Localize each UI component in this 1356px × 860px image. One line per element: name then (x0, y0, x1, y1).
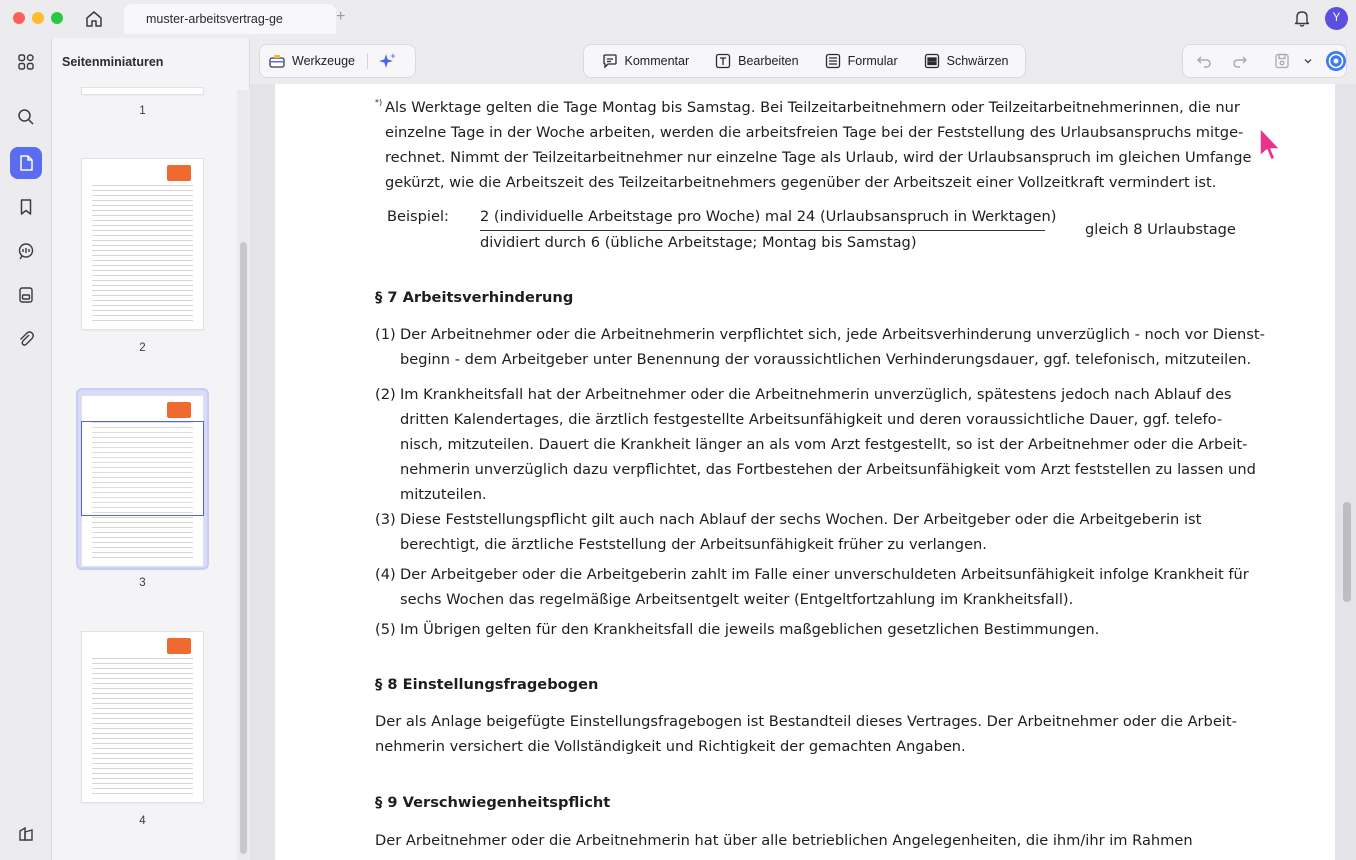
edit-label: Bearbeiten (738, 54, 799, 68)
paragraph-line: Im Krankheitsfall hat der Arbeitnehmer oder die Arbeitnehmerin unverzüglich, spätestens jedoch nach Ablauf des (400, 386, 1232, 403)
paragraph-line: Der Arbeitnehmer oder die Arbeitnehmerin hat über alle betrieblichen Angelegenheiten, die ihm/ihr im Rahmen (375, 832, 1193, 849)
mouse-cursor-icon (1258, 126, 1284, 171)
list-number: (2) (375, 386, 396, 403)
list-number: (3) (375, 511, 396, 528)
ai-sparkle-button[interactable] (372, 47, 410, 75)
bell-icon[interactable] (1292, 8, 1312, 28)
comment-label: Kommentar (624, 54, 690, 68)
comment-mode-button[interactable] (593, 47, 698, 75)
chevron-down-icon[interactable] (1301, 47, 1321, 75)
example-denominator: dividiert durch 6 (übliche Arbeitstage; Montag bis Samstag) (480, 234, 917, 251)
text-edit-icon (714, 52, 732, 70)
page-icon[interactable] (10, 147, 42, 179)
paragraph-line: Im Übrigen gelten für den Krankheitsfall die jeweils maßgeblichen gesetzlichen Bestimmungen. (400, 621, 1100, 638)
layers-icon[interactable] (10, 818, 42, 850)
save-icon[interactable] (1269, 47, 1301, 75)
list-number: (1) (375, 326, 396, 343)
panel-title: Seitenminiaturen (62, 55, 164, 69)
paragraph-line: nehmerin versichert die Vollständigkeit und Richtigkeit der gemachten Angaben. (375, 738, 966, 755)
example-label: Beispiel: (387, 208, 449, 225)
new-tab-button[interactable]: + (336, 8, 346, 25)
edit-mode-button[interactable] (706, 47, 806, 75)
page-number: 4 (139, 815, 146, 827)
section-7-heading: § 7 Arbeitsverhinderung (375, 289, 574, 306)
toolbox-icon (268, 52, 286, 70)
footnote-line: rechnet. Nimmt der Teilzeitarbeitnehmer nur einzelne Tage als Urlaub, wird der Urlaubsanspruch im gleichen Umfange (385, 149, 1252, 166)
avatar[interactable]: Y (1325, 7, 1348, 30)
example-numerator: 2 (individuelle Arbeitstage pro Woche) mal 24 (Urlaubsanspruch in Werktagen) (480, 208, 1057, 225)
list-number: (5) (375, 621, 396, 638)
footnote-mark: *) (375, 98, 383, 107)
tools-label: Werkzeuge (292, 54, 355, 68)
footnote-line: einzelne Tage in der Woche arbeiten, werden die arbeitsfreien Tage bei der Feststellung des Urlaubsanspruchs mitge- (385, 124, 1244, 141)
sparkle-icon (378, 51, 398, 71)
bookmark-icon[interactable] (10, 191, 42, 223)
logo-icon (167, 165, 191, 181)
footnote-line: Als Werktage gelten die Tage Montag bis Samstag. Bei Teilzeitarbeitnehmern oder Teilzeitarbeitnehmerinnen, die nur (385, 99, 1240, 116)
toolbar (250, 38, 1356, 84)
paragraph-line: nisch, mitzuteilen. Dauert die Krankheit länger an als vom Arzt festgestellt, so ist der Arbeitnehmer oder die Arbeit- (400, 436, 1248, 453)
redact-label: Schwärzen (946, 54, 1009, 68)
paragraph-line: dritten Kalendertages, die ärztlich festgestellte Arbeitsunfähigkeit und deren voraussichtliche Dauer, ggf. telefo- (400, 411, 1223, 428)
close-window-button[interactable] (13, 12, 25, 24)
tools-button[interactable] (260, 47, 363, 75)
grid-icon[interactable] (10, 46, 42, 78)
minimize-window-button[interactable] (32, 12, 44, 24)
page-thumbnail-4[interactable] (82, 632, 203, 802)
example-result: gleich 8 Urlaubstage (1085, 221, 1236, 238)
page-number: 1 (139, 105, 146, 117)
page-number: 2 (139, 342, 146, 354)
paragraph-line: berechtigt, die ärztliche Feststellung der Arbeitsunfähigkeit früher zu verlangen. (400, 536, 987, 553)
edit-modes-group (583, 44, 1026, 78)
document-scrollbar-thumb[interactable] (1343, 502, 1351, 602)
tools-group (259, 44, 416, 78)
ai-assistant-icon[interactable] (1321, 47, 1356, 75)
logo-icon (167, 638, 191, 654)
paragraph-line: Der Arbeitnehmer oder die Arbeitnehmerin verpflichtet sich, jede Arbeitsverhinderung unverzüglich - noch vor Dienst- (400, 326, 1265, 343)
paragraph-line: mitzuteilen. (400, 486, 487, 503)
comment-bubble-icon (601, 52, 619, 70)
title-bar (0, 0, 1356, 38)
page-number: 3 (139, 577, 146, 589)
logo-icon (167, 402, 191, 418)
panel-scrollbar-thumb[interactable] (240, 242, 247, 854)
section-8-heading: § 8 Einstellungsfragebogen (375, 676, 599, 693)
thumbnail-panel (52, 38, 250, 860)
paragraph-line: sechs Wochen das regelmäßige Arbeitsentgelt weiter (Entgeltfortzahlung im Krankheitsfall). (400, 591, 1074, 608)
redo-icon[interactable] (1225, 47, 1261, 75)
left-rail (0, 38, 52, 860)
form-list-icon (824, 52, 842, 70)
page-thumbnail-2[interactable] (82, 159, 203, 329)
history-group (1182, 44, 1347, 78)
form-mode-button[interactable] (816, 47, 906, 75)
page-thumbnail-1[interactable] (82, 88, 203, 94)
section-9-heading: § 9 Verschwiegenheitspflicht (375, 794, 611, 811)
list-number: (4) (375, 566, 396, 583)
paragraph-line: Der als Anlage beigefügte Einstellungsfragebogen ist Bestandteil dieses Vertrages. Der Arbeitnehmer oder die Arbeit- (375, 713, 1237, 730)
redact-icon (923, 52, 941, 70)
form-label: Formular (847, 54, 898, 68)
undo-icon[interactable] (1189, 47, 1225, 75)
document-area (250, 84, 1356, 860)
form-icon[interactable] (10, 279, 42, 311)
comment-icon[interactable] (10, 235, 42, 267)
search-icon[interactable] (10, 101, 42, 133)
pdf-page (275, 84, 1335, 860)
paragraph-line: beginn - dem Arbeitgeber unter Benennung der voraussichtlichen Verhinderungsdauer, ggf. telefonisch, mitzuteilen. (400, 351, 1252, 368)
document-tab[interactable] (124, 4, 336, 34)
zoom-window-button[interactable] (51, 12, 63, 24)
visible-area-indicator[interactable] (81, 421, 204, 516)
paragraph-line: nehmerin unverzüglich dazu verpflichtet, das Fortbestehen der Arbeitsunfähigkeit vom Arzt feststellen zu lassen und (400, 461, 1256, 478)
redact-mode-button[interactable] (915, 47, 1017, 75)
paragraph-line: Diese Feststellungspflicht gilt auch nach Ablauf der sechs Wochen. Der Arbeitgeber oder die Arbeitgeberin ist (400, 511, 1202, 528)
attachment-icon[interactable] (10, 323, 42, 355)
home-icon[interactable] (83, 8, 105, 30)
paragraph-line: Der Arbeitgeber oder die Arbeitgeberin zahlt im Falle einer unverschuldeten Arbeitsunfähigkeit infolge Krankheit für (400, 566, 1249, 583)
fraction-line (480, 230, 1045, 231)
footnote-line: gekürzt, wie die Arbeitszeit des Teilzeitarbeitnehmers gegenüber der Arbeitszeit einer Vollzeitkraft vermindert ist. (385, 174, 1217, 191)
tab-title: muster-arbeitsvertrag-ge (146, 12, 283, 26)
